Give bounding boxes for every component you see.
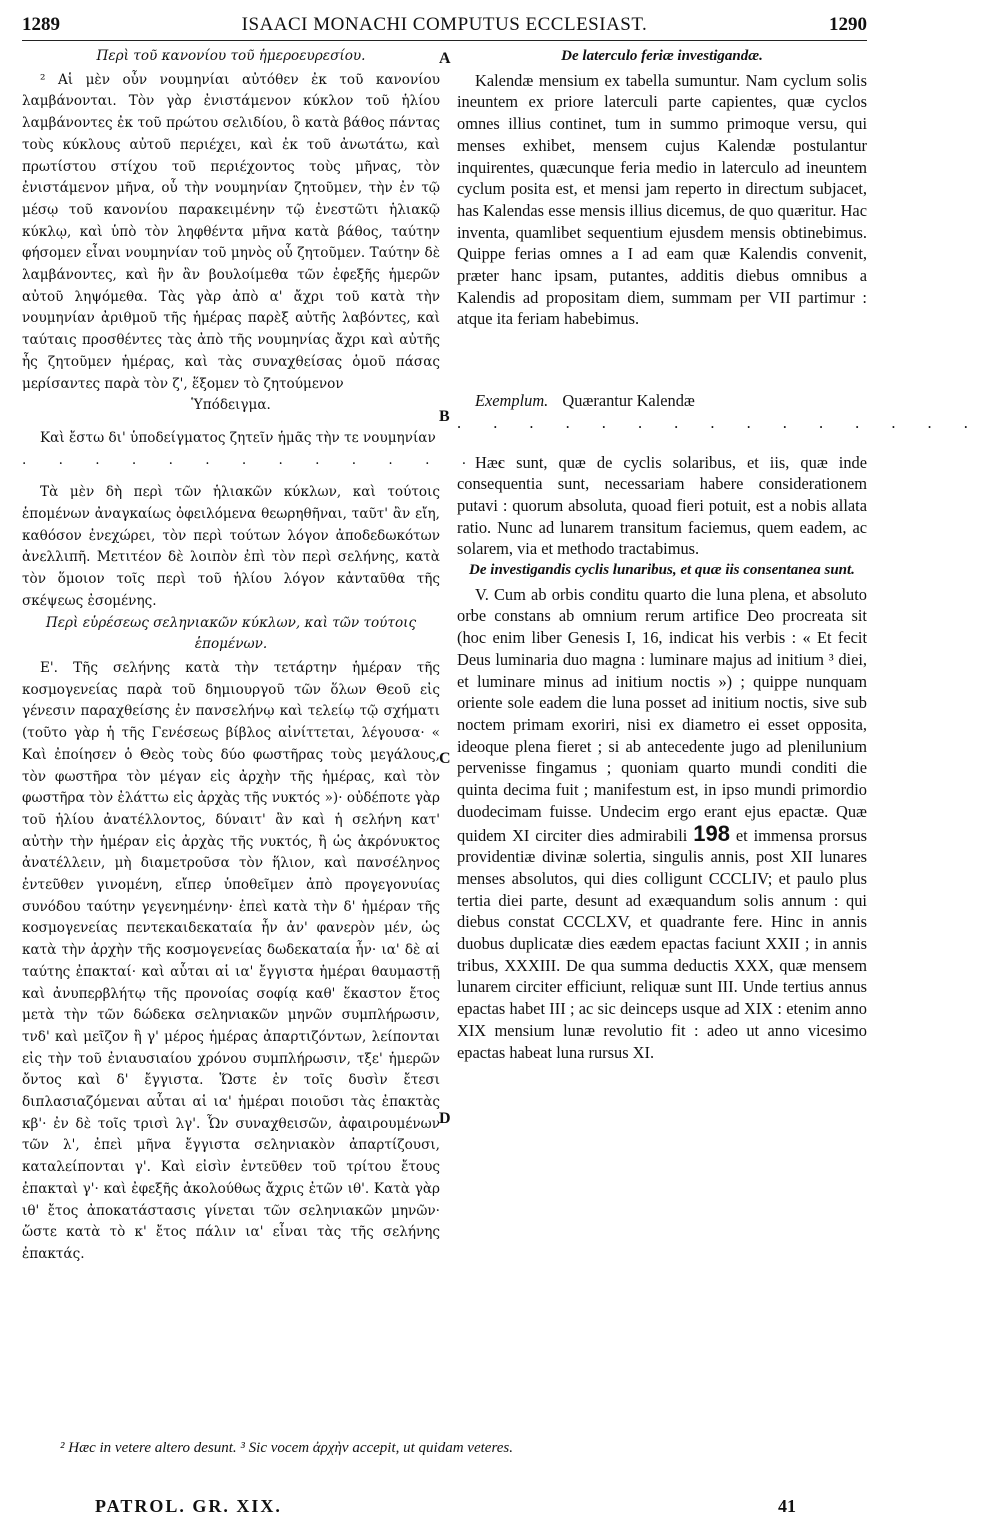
- footer-volume: PATROL. GR. XIX.: [95, 1496, 282, 1516]
- latin-heading-2: De investigandis cyclis lunaribus, et quæ iis consentanea sunt.: [469, 562, 855, 579]
- header-rule: [22, 40, 867, 41]
- running-title: ISAACI MONACHI COMPUTUS ECCLESIAST.: [241, 14, 648, 35]
- latin-ellipsis-row: . . . . . . . . . . . . . . .: [457, 412, 982, 432]
- latin-example-text: Quærantur Kalendæ: [562, 391, 695, 411]
- greek-paragraph-2: Καὶ ἔστω δι' ὑποδείγματος ζητεῖν ἡμᾶς τὴν τε νουμηνίαν: [40, 429, 436, 446]
- page-number-right: 1290: [829, 14, 867, 35]
- latin-paragraph-2: Hæc sunt, quæ de cyclis solaribus, et iis, quæ inde consequentia sunt, necessariam habere considerationem putavi : quorum absoluta, quoad fieri potuit, est a nobis allata ratio. Nunc ad lunarem transitum faciemus, quem eadem, ac solarem, via et methodo tractabimus.: [457, 452, 867, 559]
- greek-paragraph-3: Τὰ μὲν δὴ περὶ τῶν ἡλιακῶν κύκλων, καὶ τούτοις ἑπομένων ἀναγκαίως ὀφειλόμενα θεωρηθῆναι, ταῦτ' ἂν εἴη, καθόσον ἐνεχώρει, τὸν περὶ τούτων λόγον ἀποδεδωκότων ἀνελλιπῆ. Μετιτέον δὲ λοιπὸν ἐπὶ τὸν περὶ σελήνης, κατὰ τὸν ὅμοιον τοῖς περὶ τοῦ ἡλίου λόγον κἀνταῦθα τῆς σκέψεως ἐσομένης.: [22, 484, 440, 609]
- greek-ellipsis-row: . . . . . . . . . . . . . . .: [22, 451, 554, 468]
- latin-example-line: [457, 390, 867, 412]
- latin-heading-1: De laterculo feriæ investigandæ.: [561, 48, 763, 64]
- greek-example-title: Ὑπόδειγμα.: [191, 397, 271, 414]
- margin-letter-a: A: [439, 50, 451, 67]
- latin-paragraph-3: [457, 584, 867, 1063]
- latin-paragraph-1: Kalendæ mensium ex tabella sumuntur. Nam cyclum solis ineuntem ex priore laterculi parte capientes, quæ cyclos omnes illius continet, tum in summo primoque versu, qui menses exhibet, mensem cujus Kalendæ postulantur inquirentes, quæcunque feria medio in laterculo ad ineuntem cyclum posita est, et mensi jam reperto in directum subjacet, has Kalendas esse mensis illius dicemus, de quo quæritur. Hac inventa, quamlibet sequentium ejusdem mensis obtinebimus. Quippe ferias omnes a I ad eam quæ Kalendis convenit, præter hanc ipsam, putantes, additis diebus omnibus a Kalendis ad propositam diem, summam per VII partimur : atque ita feriam habebimus.: [457, 70, 867, 329]
- latin-column: [457, 46, 982, 1063]
- latin-paragraph-3-part-2: et immensa prorsus providentiæ divinæ solertia, singulis annis, post XII lunares menses absolutos, qui dies colligunt CCCLIV; et paulo plus tertia diei parte, desunt ad exæquandum solis annum : qui diebus constat CCCLXV, et quadrante fere. Hinc in annis duobus duplicatæ dies eædem epactas faciunt XXII ; in annis tribus, XXXIII. De qua summa deductis XXX, quæ mensem lunarem circiter efficiunt, reliquæ sunt III. Unde tertius annus epactas habet III ; ac sic deinceps usque ad XIX : etenim anno XIX mensium lunæ revolutio fit : adeo ut anno vicesimo epactas habeat luna rursus XI.: [457, 825, 867, 1062]
- page-number-left: 1289: [22, 14, 60, 35]
- latin-paragraph-3-part-1: V. Cum ab orbis conditu quarto die luna plena, et absoluto orbe constans ab omnium rerum artifice Deo procreata sit (hoc enim liber Genesis I, 16, indicat his verbis : « Et fecit Deus luminaria duo magna : luminare majus ad initium ³ diei, et luminare minus ad initium noctis ») ; quippe nunquam oriente sole eadem die luna posset ad initium noctis, sive sub noctem primam exoriri, nisi ex diametro ei esset opposita, ideoque plena fieret ; si ab antecedente jugo ad plenilunium pervenisse fingamus ; quoniam quarto mundi conditi die quinta decima fuit ; manifestum est, in ipso mundi primordio duodecimam fuisse. Undecim ergo erant ejus epactæ. Quæ quidem XI circiter dies admirabili: [457, 584, 867, 845]
- running-header: [22, 14, 867, 40]
- greek-heading-1: Περὶ τοῦ κανονίου τοῦ ἡμεροευρεσίου.: [96, 48, 366, 64]
- margin-letter-c: C: [439, 750, 451, 767]
- column-number: 198: [693, 820, 730, 846]
- margin-letter-d: D: [439, 1110, 451, 1127]
- footer-signature: 41: [778, 1496, 796, 1516]
- footnotes: ² Hæc in vetere altero desunt. ³ Sic vocem ἀρχὴν accepit, ut quidam veteres.: [60, 1440, 513, 1456]
- greek-paragraph-4: Ε'. Τῆς σελήνης κατὰ τὴν τετάρτην ἡμέραν τῆς κοσμογενείας παρὰ τοῦ δημιουργοῦ τῶν ὅλων Θεοῦ εἰς γένεσιν παραχθείσης ἐν πανσελήνῳ καὶ τελείῳ τῷ σχήματι (τοῦτο γὰρ ἡ τῆς Γενέσεως βίβλος αἰνίττεται, λέγουσα· « Καὶ ἐποίησεν ὁ Θεὸς τοὺς δύο φωστῆρας τοὺς μεγάλους, τὸν φωστῆρα τὸν μέγαν εἰς ἀρχὴν τῆς ἡμέρας, καὶ τὸν φωστῆρα τὸν ἐλάττω εἰς ἀρχὰς τῆς νυκτός »)· οὐδέποτε γὰρ τοῦ ἡλίου ἀνατέλλοντος, δύναιτ' ἂν καὶ ἡ σελήνη κατ' αὐτὴν τὴν ἡμέραν εἰς ἀρχὰς τῆς νυκτός, ἢ ὡς ἀκρόνυκτος ἀνατέλλειν, μὴ διαμετροῦσα τὸν ἥλιον, καὶ πανσέληνος ἐντεῦθεν γινομένη, εἴπερ ὑποθεῖμεν ἀπὸ προγεγονυίας συνόδου ταύτην γεγενημένην· ἐπεὶ κατὰ τὴν δ' ἡμέραν τῆς κοσμογενείας πεντεκαιδεκαταία ἦν ἀν' φανερὸν μέν, ὡς κατὰ τὴν ἀρχὴν τῆς κοσμογενείας δωδεκαταία ἦν· ια' δὲ αἱ ταύτης ἐπακταί· καὶ αὗται αἱ ια' ἔγγιστα ἡμέραι θαυμαστῇ καὶ ἀνυπερβλήτῳ τῆς προνοίας σοφίᾳ καθ' ἕκαστον ἔτος μετὰ τὴν τῶν δώδεκα σεληνιακῶν μηνῶν συμπλήρωσιν, τνδ' καὶ μεῖζον ἢ γ' μέρος ἡμέρας ἀπαρτιζόντων, λείπονται εἰς τὴν τοῦ ἐνιαυσιαίου χρόνου συμπλήρωσιν, τξε' ἡμερῶν ὄντος καὶ δ' ἔγγιστα. Ὥστε ἐν τοῖς δυσὶν ἔτεσι διπλασιαζόμεναι αὗται αἱ ια' ἡμέραι ποιοῦσι τὰς ἐπακτὰς κβ'· ἐν δὲ τοῖς τρισὶ λγ'. Ὧν συναχθεισῶν, ἀφαιρουμένων τῶν λ', ἐπεὶ μῆνα ἔγγιστα σεληνιακὸν ἀπαρτίζουσι, καταλείπονται γ'. Καὶ εἰσὶν ἐντεῦθεν τοῦ τρίτου ἔτους ἐπακταὶ γ'· καὶ ἐφεξῆς ἀκολούθως ἄχρις ἐτῶν ιθ'. Κατὰ γὰρ ιθ' ἔτος ἀποκατάστασις γίνεται τῶν σεληνιακῶν μηνῶν· ὥστε κατὰ τὸ κ' ἔτος πάλιν ια' εἶναι τὰς τῆς σελήνης ἐπακτάς.: [22, 659, 440, 1262]
- greek-heading-2: Περὶ εὑρέσεως σεληνιακῶν κύκλων, καὶ τῶν τούτοις ἑπομένων.: [45, 614, 417, 653]
- latin-example-label: Exemplum.: [475, 391, 549, 411]
- greek-paragraph-1: ² Αἱ μὲν οὖν νουμηνίαι αὐτόθεν ἐκ τοῦ κανονίου λαμβάνονται. Τὸν γὰρ ἐνιστάμενον κύκλον τοῦ ἡλίου λαμβάνοντες ἐκ τοῦ πρώτου σελιδίου, ὃ κατὰ βάθος πάντας τοὺς κύκλους αὐτοῦ περιέχει, καὶ ἐκ τοῦ ἀνωτάτω, καὶ πρωτίστου στίχου τοῦ περιέχοντος τοὺς μῆνας, τὸν ἐνιστάμενον μῆνα, οὗ τὴν νουμηνίαν ζητοῦμεν, τὴν ἐν τῷ μέσῳ τοῦ κανονίου παρακειμένην τῷ ἐνεστῶτι ἡλιακῷ κύκλῳ, καὶ ὑπὸ τὸν ληφθέντα μῆνα κατὰ βάθος, ταύτην φήσομεν εἶναι νουμηνίαν τοῦ μηνὸς οὗ ζητοῦμεν. Ταύτην δὲ λαμβάνοντες, καὶ ἣν ἂν βουλοίμεθα τῶν ἐφεξῆς ἡμερῶν αὐτοῦ ληψόμεθα. Τὰς γὰρ ἀπὸ α' ἄχρι τοῦ κατὰ τὴν νουμηνίαν ἀριθμοῦ τῆς ἡμέρας παρὲξ αὐτῆς λαβόντες, καὶ ταύταις προσθέντες τὰς ἀπὸ τῆς νουμηνίας ἄχρι καὶ αὐτῆς ἧς ζητοῦμεν ἡμέρας, καὶ τὰς συναχθείσας ὁμοῦ πάσας μερίσαντες παρὰ τὸν ζ', ἕξομεν τὸ ζητούμενον: [22, 71, 440, 392]
- margin-letter-b: B: [439, 408, 450, 425]
